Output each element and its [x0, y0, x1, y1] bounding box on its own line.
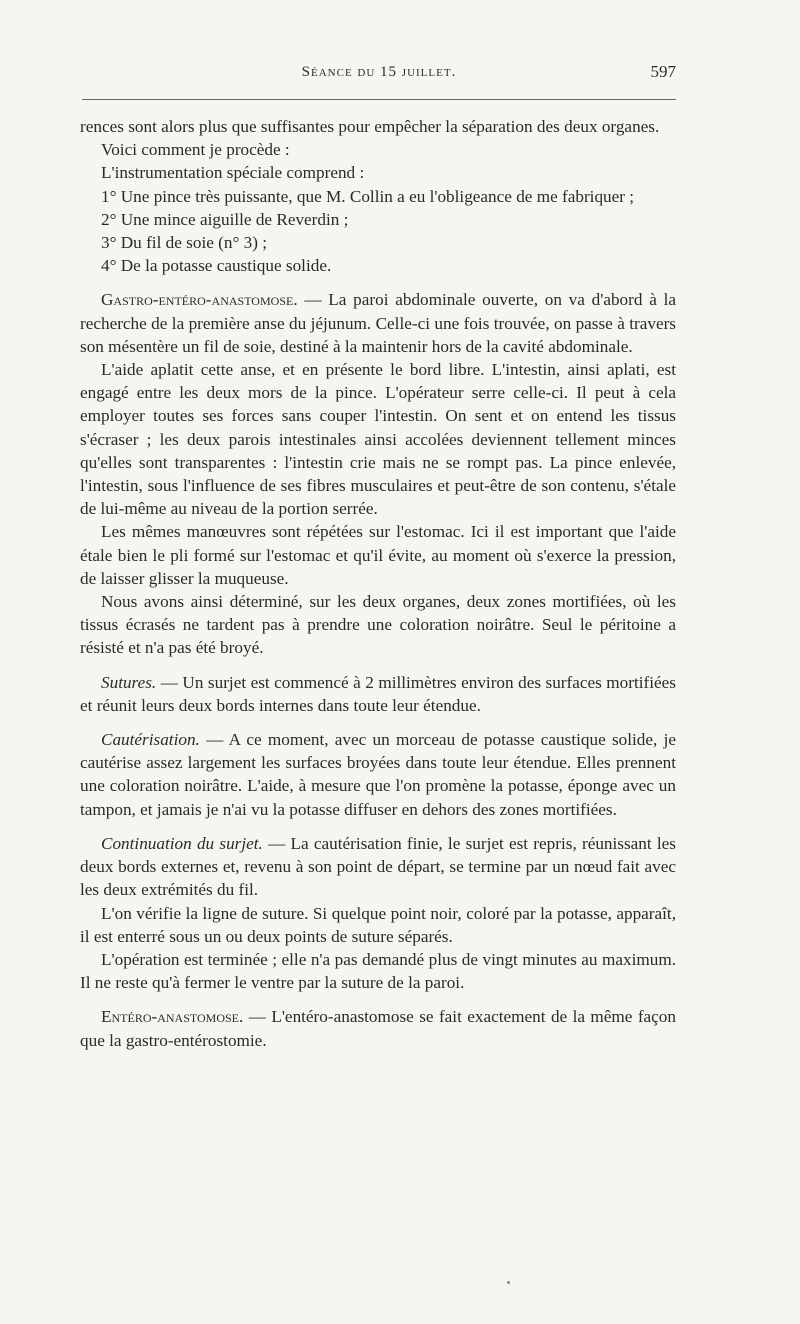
section-text: — La paroi abdominale ouverte, on va d'abord à la recherche de la première anse du jéjunum. Celle-ci une fois trouvée, on passe à travers son mésentère un fil de soie, destiné à la maintenir hors de la cavité abdominale. — [80, 290, 676, 356]
list-item: 4° De la potasse caustique solide. — [101, 256, 332, 276]
paragraph: L'aide aplatit cette anse, et en présente le bord libre. L'intestin, ainsi aplati, est engagé entre les deux mors de la pince. L'opérateur serre celle-ci. Il peut à cela employer toutes ses forces sans couper l'intestin. On sent et on entend les tissus s'écraser ; les deux parois intestinales ainsi accolées deviennent tellement minces qu'elles sont transparentes : l'intestin crie mais ne se rompt pas. La pince enlevée, l'intestin, sous l'influence de ses fibres musculaires et peut-être de son contenu, s'étale de lui-même au niveau de la portion serrée. — [80, 360, 676, 519]
body-text — [80, 115, 676, 1052]
paragraph: Les mêmes manœuvres sont répétées sur l'estomac. Ici il est important que l'aide étale bien le pli formé sur l'estomac et qu'il évite, au moment où s'exerce la pression, de laisser glisser la muqueuse. — [80, 522, 676, 588]
list-item: 2° Une mince aiguille de Reverdin ; — [101, 209, 349, 229]
section-cauterisation — [80, 728, 676, 821]
page-number: 597 — [650, 62, 676, 81]
section-gastro — [80, 288, 676, 358]
paragraph: rences sont alors plus que suffisantes pour empêcher la séparation des deux organes. — [80, 117, 660, 136]
section-text: — L'entéro-anastomose se fait exactement de la même façon que la gastro-entérostomie. — [80, 1007, 676, 1050]
paragraph: L'opération est terminée ; elle n'a pas demandé plus de vingt minutes au maximum. Il ne reste qu'à fermer le ventre par la suture de la paroi. — [80, 949, 676, 993]
list-item: 1° Une pince très puissante, que M. Collin a eu l'obligeance de me fabriquer ; — [101, 186, 635, 206]
running-title: Séance du 15 juillet. — [301, 64, 457, 80]
scan-speck — [507, 1281, 510, 1284]
list-item: 3° Du fil de soie (n° 3) ; — [101, 233, 268, 253]
section-heading: Sutures. — [101, 672, 157, 692]
section-entero — [80, 1005, 676, 1051]
section-text: — Un surjet est commencé à 2 millimètres environ des surfaces mortifiées et réunit leurs deux bords internes dans toute leur étendue. — [80, 672, 676, 715]
paragraph: L'instrumentation spéciale comprend : — [101, 163, 365, 183]
section-heading: Continuation du surjet. — [101, 833, 263, 853]
section-text: — La cautérisation finie, le surjet est repris, réunissant les deux bords externes et, revenu à son point de départ, se termine par un nœud fait avec les deux extrémités du fil. — [80, 833, 676, 900]
section-text: — A ce moment, avec un morceau de potasse caustique solide, je cautérise assez largement les surfaces broyées dans toute leur étendue. Elles prennent une coloration noirâtre. L'aide, à mesure que l'on promène la potasse, éponge avec un tampon, et jamais je n'ai vu la potasse diffuser en dehors des zones mortifiées. — [80, 730, 676, 819]
section-heading: Entéro-anastomose. — [101, 1007, 244, 1027]
header-rule — [82, 99, 676, 100]
section-continuation — [80, 832, 676, 902]
section-sutures — [80, 671, 676, 717]
page-header — [82, 62, 676, 88]
section-heading: Gastro-entéro-anastomose. — [101, 290, 298, 310]
paragraph: Nous avons ainsi déterminé, sur les deux organes, deux zones mortifiées, où les tissus écrasés ne tardent pas à prendre une coloration noirâtre. Seul le péritoine a résisté et n'a pas été broyé. — [80, 592, 676, 658]
paragraph: L'on vérifie la ligne de suture. Si quelque point noir, coloré par la potasse, apparaît, il est enterré sous un ou deux points de suture séparés. — [80, 903, 676, 946]
section-heading: Cautérisation. — [101, 730, 200, 750]
paragraph: Voici comment je procède : — [101, 140, 290, 160]
